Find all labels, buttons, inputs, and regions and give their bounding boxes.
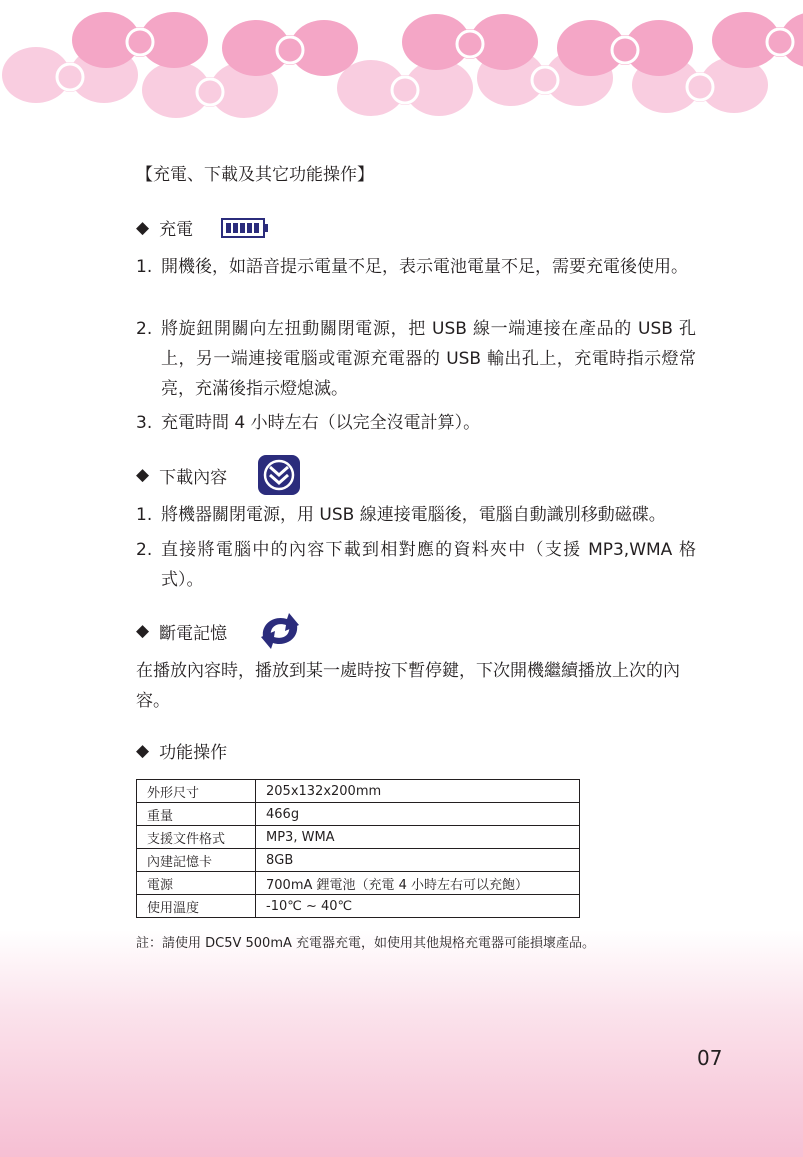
spec-value: 466g: [256, 803, 580, 826]
diamond-bullet-icon: ◆: [136, 465, 150, 485]
spec-value: 205x132x200mm: [256, 780, 580, 803]
charge-item-3: [136, 408, 696, 438]
page-number: 07: [697, 1046, 723, 1070]
section-charge-title: [136, 215, 269, 240]
section-download-title: [136, 454, 301, 496]
spec-value: MP3, WMA: [256, 826, 580, 849]
download-item-2: [136, 535, 696, 595]
charge-item-1: [136, 252, 696, 282]
list-text: 充電時間 4 小時左右（以完全沒電計算）。: [161, 413, 481, 433]
diamond-bullet-icon: ◆: [136, 740, 150, 761]
battery-full-icon: [221, 217, 269, 239]
section-functions-label: 功能操作: [159, 743, 228, 763]
table-row: [137, 872, 580, 895]
diamond-bullet-icon: ◆: [136, 621, 150, 641]
refresh-arrows-icon: [257, 611, 303, 651]
memory-description: 在播放內容時，播放到某一處時按下暫停鍵，下次開機繼續播放上次的內容。: [136, 661, 680, 711]
spec-key: 重量: [137, 803, 256, 826]
table-row: [137, 895, 580, 918]
download-item-1: [136, 500, 696, 530]
list-number: 1.: [136, 505, 153, 525]
spec-key: 使用溫度: [137, 895, 256, 918]
section-functions-title: [136, 738, 227, 763]
list-number: 2.: [136, 540, 153, 560]
section-memory-title: [136, 611, 303, 651]
table-row: [137, 849, 580, 872]
section-memory-label: 斷電記憶: [159, 623, 228, 644]
list-number: 3.: [136, 413, 153, 433]
list-text: 將旋鈕開關向左扭動關閉電源，把 USB 線一端連接在產品的 USB 孔上，另一端連接電腦或電源充電器的 USB 輸出孔上，充電時指示燈常亮，充滿後指示燈熄滅。: [161, 319, 696, 399]
table-row: [137, 780, 580, 803]
table-row: [137, 803, 580, 826]
page-heading: 【充電、下載及其它功能操作】: [136, 165, 374, 185]
spec-key: 支援文件格式: [137, 826, 256, 849]
spec-key: 內建記憶卡: [137, 849, 256, 872]
section-charge-label: 充電: [159, 220, 194, 240]
download-arrow-icon: [257, 454, 301, 496]
spec-value: -10℃ ~ 40℃: [256, 895, 580, 918]
list-text: 將機器關閉電源，用 USB 線連接電腦後，電腦自動識別移動磁碟。: [161, 505, 666, 525]
spec-value: 8GB: [256, 849, 580, 872]
footnote: 註：請使用 DC5V 500mA 充電器充電，如使用其他規格充電器可能損壞產品。: [136, 936, 596, 951]
list-text: 開機後，如語音提示電量不足，表示電池電量不足，需要充電後使用。: [161, 257, 688, 277]
spec-key: 電源: [137, 872, 256, 895]
list-text: 直接將電腦中的內容下載到相對應的資料夾中（支援 MP3,WMA 格式）。: [161, 540, 696, 590]
spec-table: [136, 779, 580, 918]
bow-decoration-banner: [0, 0, 803, 135]
list-number: 1.: [136, 257, 153, 277]
section-download-label: 下載內容: [159, 467, 228, 488]
table-row: [137, 826, 580, 849]
diamond-bullet-icon: ◆: [136, 217, 150, 238]
list-number: 2.: [136, 319, 153, 339]
spec-value: 700mA 鋰電池（充電 4 小時左右可以充飽）: [256, 872, 580, 895]
spec-key: 外形尺寸: [137, 780, 256, 803]
charge-item-2: [136, 314, 696, 404]
